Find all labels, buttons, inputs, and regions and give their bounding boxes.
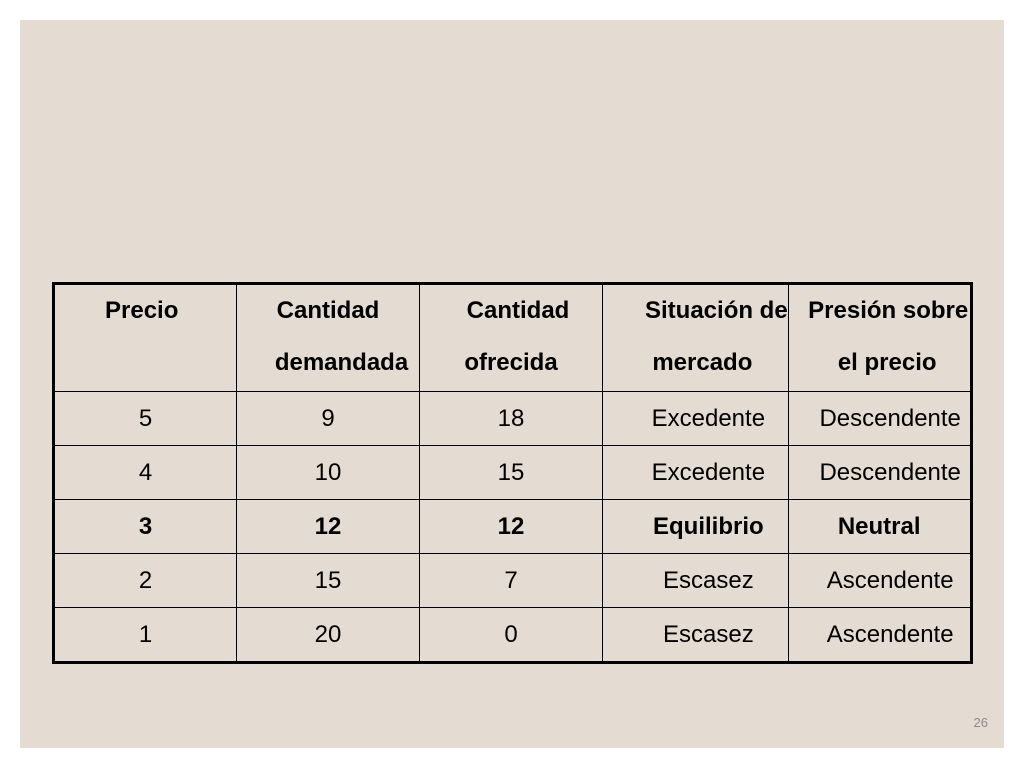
cell-precio: 3 (54, 500, 237, 554)
cell-situacion: Escasez (603, 554, 789, 608)
cell-presion: Descendente (788, 446, 971, 500)
cell-presion: Descendente (788, 392, 971, 446)
cell-presion: Neutral (788, 500, 971, 554)
cell-presion: Ascendente (788, 554, 971, 608)
header-presion-precio: Presión sobre el precio (788, 284, 971, 392)
cell-precio: 1 (54, 608, 237, 663)
cell-cantidad-demandada: 12 (237, 500, 420, 554)
cell-situacion: Escasez (603, 608, 789, 663)
header-situacion-mercado: Situación de mercado (603, 284, 789, 392)
market-table (52, 282, 973, 664)
cell-cantidad-ofrecida: 7 (420, 554, 603, 608)
cell-presion: Ascendente (788, 608, 971, 663)
table-row (54, 608, 972, 663)
cell-cantidad-demandada: 10 (237, 446, 420, 500)
cell-precio: 5 (54, 392, 237, 446)
header-precio: Precio (54, 284, 237, 392)
page-number: 26 (973, 715, 988, 730)
header-row (54, 284, 972, 392)
cell-situacion: Equilibrio (603, 500, 789, 554)
cell-cantidad-demandada: 15 (237, 554, 420, 608)
cell-cantidad-ofrecida: 0 (420, 608, 603, 663)
cell-cantidad-demandada: 20 (237, 608, 420, 663)
table-row (54, 554, 972, 608)
cell-situacion: Excedente (603, 446, 789, 500)
table-row (54, 392, 972, 446)
cell-cantidad-ofrecida: 18 (420, 392, 603, 446)
header-cantidad-demandada: Cantidad demandada (237, 284, 420, 392)
cell-cantidad-ofrecida: 12 (420, 500, 603, 554)
table-row (54, 446, 972, 500)
cell-precio: 2 (54, 554, 237, 608)
table-row-equilibrium (54, 500, 972, 554)
cell-cantidad-demandada: 9 (237, 392, 420, 446)
header-cantidad-ofrecida: Cantidad ofrecida (420, 284, 603, 392)
cell-situacion: Excedente (603, 392, 789, 446)
cell-cantidad-ofrecida: 15 (420, 446, 603, 500)
cell-precio: 4 (54, 446, 237, 500)
slide (20, 20, 1004, 748)
